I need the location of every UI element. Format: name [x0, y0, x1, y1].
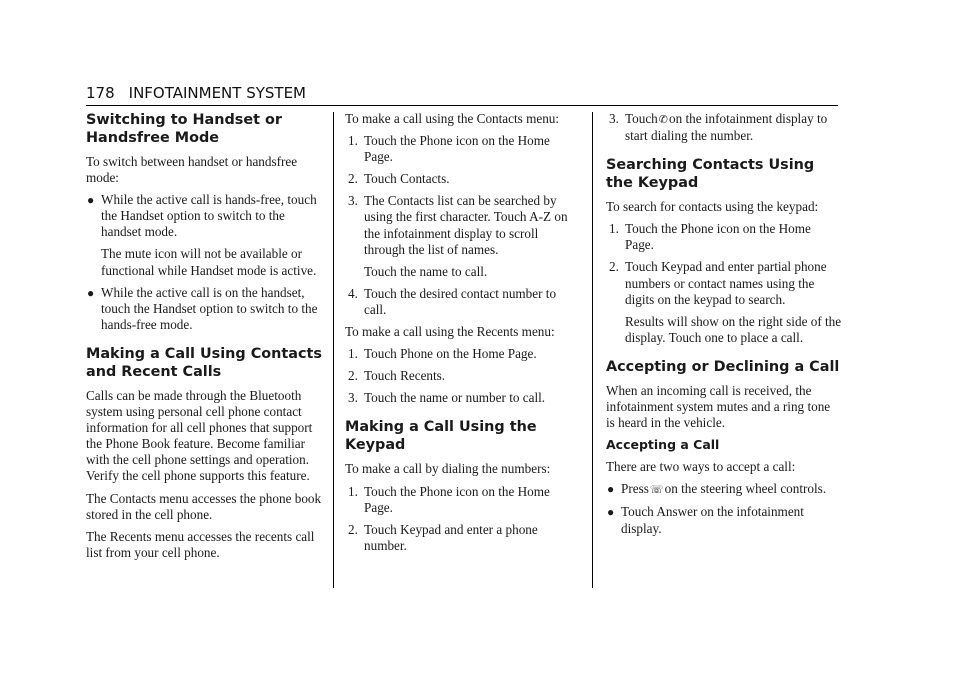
bullet-icon: ● — [607, 482, 615, 497]
numbered-step — [345, 346, 577, 362]
heading-switching-mode: Switching to Handset or Handsfree Mode — [86, 112, 283, 146]
step-text: Touch Recents. — [364, 368, 446, 384]
step-text: Touch the Phone icon on the Home Page. — [364, 483, 550, 515]
step-number: 2. — [348, 521, 358, 537]
step-text: Touch the Phone icon on the Home Page. — [364, 133, 550, 165]
bullet-text: Press — [621, 481, 649, 497]
bullet-subtext: The mute icon will not be available or functional while Handset mode is active. — [101, 246, 317, 278]
numbered-step — [345, 193, 577, 257]
phone-handset-icon: ✆ — [658, 113, 668, 126]
numbered-step — [606, 111, 842, 144]
step-text: Touch the name or number to call. — [364, 390, 546, 406]
paragraph: To make a call using the Recents menu: — [345, 324, 555, 340]
numbered-step — [606, 259, 842, 307]
numbered-step — [345, 286, 577, 318]
paragraph: Calls can be made through the Bluetooth system using personal cell phone contact information for all cell phones that support the Phone Book feature. Become familiar with the cell phone settings and operation. Verify the cell phone supports this feature. — [86, 387, 313, 484]
step-text: Touch Contacts. — [364, 171, 450, 187]
column-divider — [333, 112, 334, 588]
column-divider — [592, 112, 593, 588]
bullet-item — [86, 285, 322, 333]
numbered-step — [606, 221, 842, 253]
step-text: Touch the desired contact number to call. — [364, 285, 557, 317]
step-text: Touch Keypad and enter partial phone numbers or contact names using the digits on the keypad to search. — [625, 259, 827, 307]
column-1 — [86, 111, 322, 567]
step-subtext: Touch the name to call. — [364, 263, 488, 279]
step-number: 2. — [348, 368, 358, 384]
bullet-item — [86, 192, 322, 240]
step-number: 2. — [348, 171, 358, 187]
section-title: INFOTAINMENT SYSTEM — [128, 84, 306, 102]
paragraph: The Contacts menu accesses the phone book stored in the cell phone. — [86, 490, 322, 522]
step-subtext: Results will show on the right side of the display. Touch one to place a call. — [625, 313, 842, 345]
step-number: 1. — [348, 133, 358, 149]
column-2 — [345, 111, 577, 560]
numbered-step — [345, 133, 577, 165]
bullet-text: on the steering wheel controls. — [664, 481, 827, 497]
bullet-icon: ● — [87, 193, 95, 208]
bullet-icon: ● — [87, 285, 95, 300]
step-number: 3. — [609, 111, 619, 126]
paragraph: There are two ways to accept a call: — [606, 459, 796, 475]
step-text: Touch the Phone icon on the Home Page. — [625, 221, 811, 253]
step-number: 1. — [609, 221, 619, 237]
step-text: Touch Keypad and enter a phone number. — [364, 521, 538, 553]
paragraph: To search for contacts using the keypad: — [606, 199, 819, 215]
numbered-step — [345, 484, 577, 516]
bullet-item — [606, 481, 842, 498]
step-number: 3. — [348, 193, 358, 209]
bullet-text: While the active call is on the handset, touch the Handset option to switch to the hands-free mode. — [101, 284, 318, 332]
heading-accepting-declining: Accepting or Declining a Call — [606, 358, 840, 375]
bullet-text: Touch Answer on the infotainment display. — [621, 504, 804, 536]
heading-searching-contacts: Searching Contacts Using the Keypad — [606, 157, 815, 192]
numbered-step — [345, 522, 577, 554]
step-number: 2. — [609, 259, 619, 275]
subheading-accepting-call: Accepting a Call — [606, 437, 720, 453]
paragraph: To switch between handset or handsfree mode: — [86, 154, 298, 186]
paragraph: To make a call by dialing the numbers: — [345, 461, 551, 477]
paragraph: The Recents menu accesses the recents call list from your cell phone. — [86, 528, 315, 560]
bullet-text: While the active call is hands-free, touch the Handset option to switch to the handset mode. — [101, 192, 317, 240]
heading-making-call-contacts: Making a Call Using Contacts and Recent Calls — [86, 345, 322, 380]
step-text: The Contacts list can be searched by using the first character. Touch A-Z on the infotainment display to scroll through the list of names. — [364, 193, 568, 257]
step-text: Touch Phone on the Home Page. — [364, 346, 537, 362]
paragraph: To make a call using the Contacts menu: — [345, 111, 560, 126]
step-text: on the infotainment display to start dialing the number. — [625, 111, 828, 144]
page-number: 178 — [86, 84, 115, 102]
step-text: Touch — [625, 111, 658, 126]
column-3 — [606, 111, 842, 543]
step-number: 3. — [348, 390, 358, 406]
paragraph: When an incoming call is received, the infotainment system mutes and a ring tone is heard in the vehicle. — [606, 382, 831, 431]
page-header — [86, 83, 838, 106]
numbered-step — [345, 368, 577, 384]
steering-wheel-call-icon: ☏ — [649, 483, 664, 497]
numbered-step — [345, 390, 577, 406]
numbered-step — [345, 171, 577, 187]
step-number: 1. — [348, 346, 358, 362]
bullet-icon: ● — [607, 505, 615, 520]
heading-making-call-keypad: Making a Call Using the Keypad — [345, 419, 537, 454]
step-number: 1. — [348, 483, 358, 499]
step-number: 4. — [348, 285, 358, 301]
bullet-item — [606, 504, 842, 536]
